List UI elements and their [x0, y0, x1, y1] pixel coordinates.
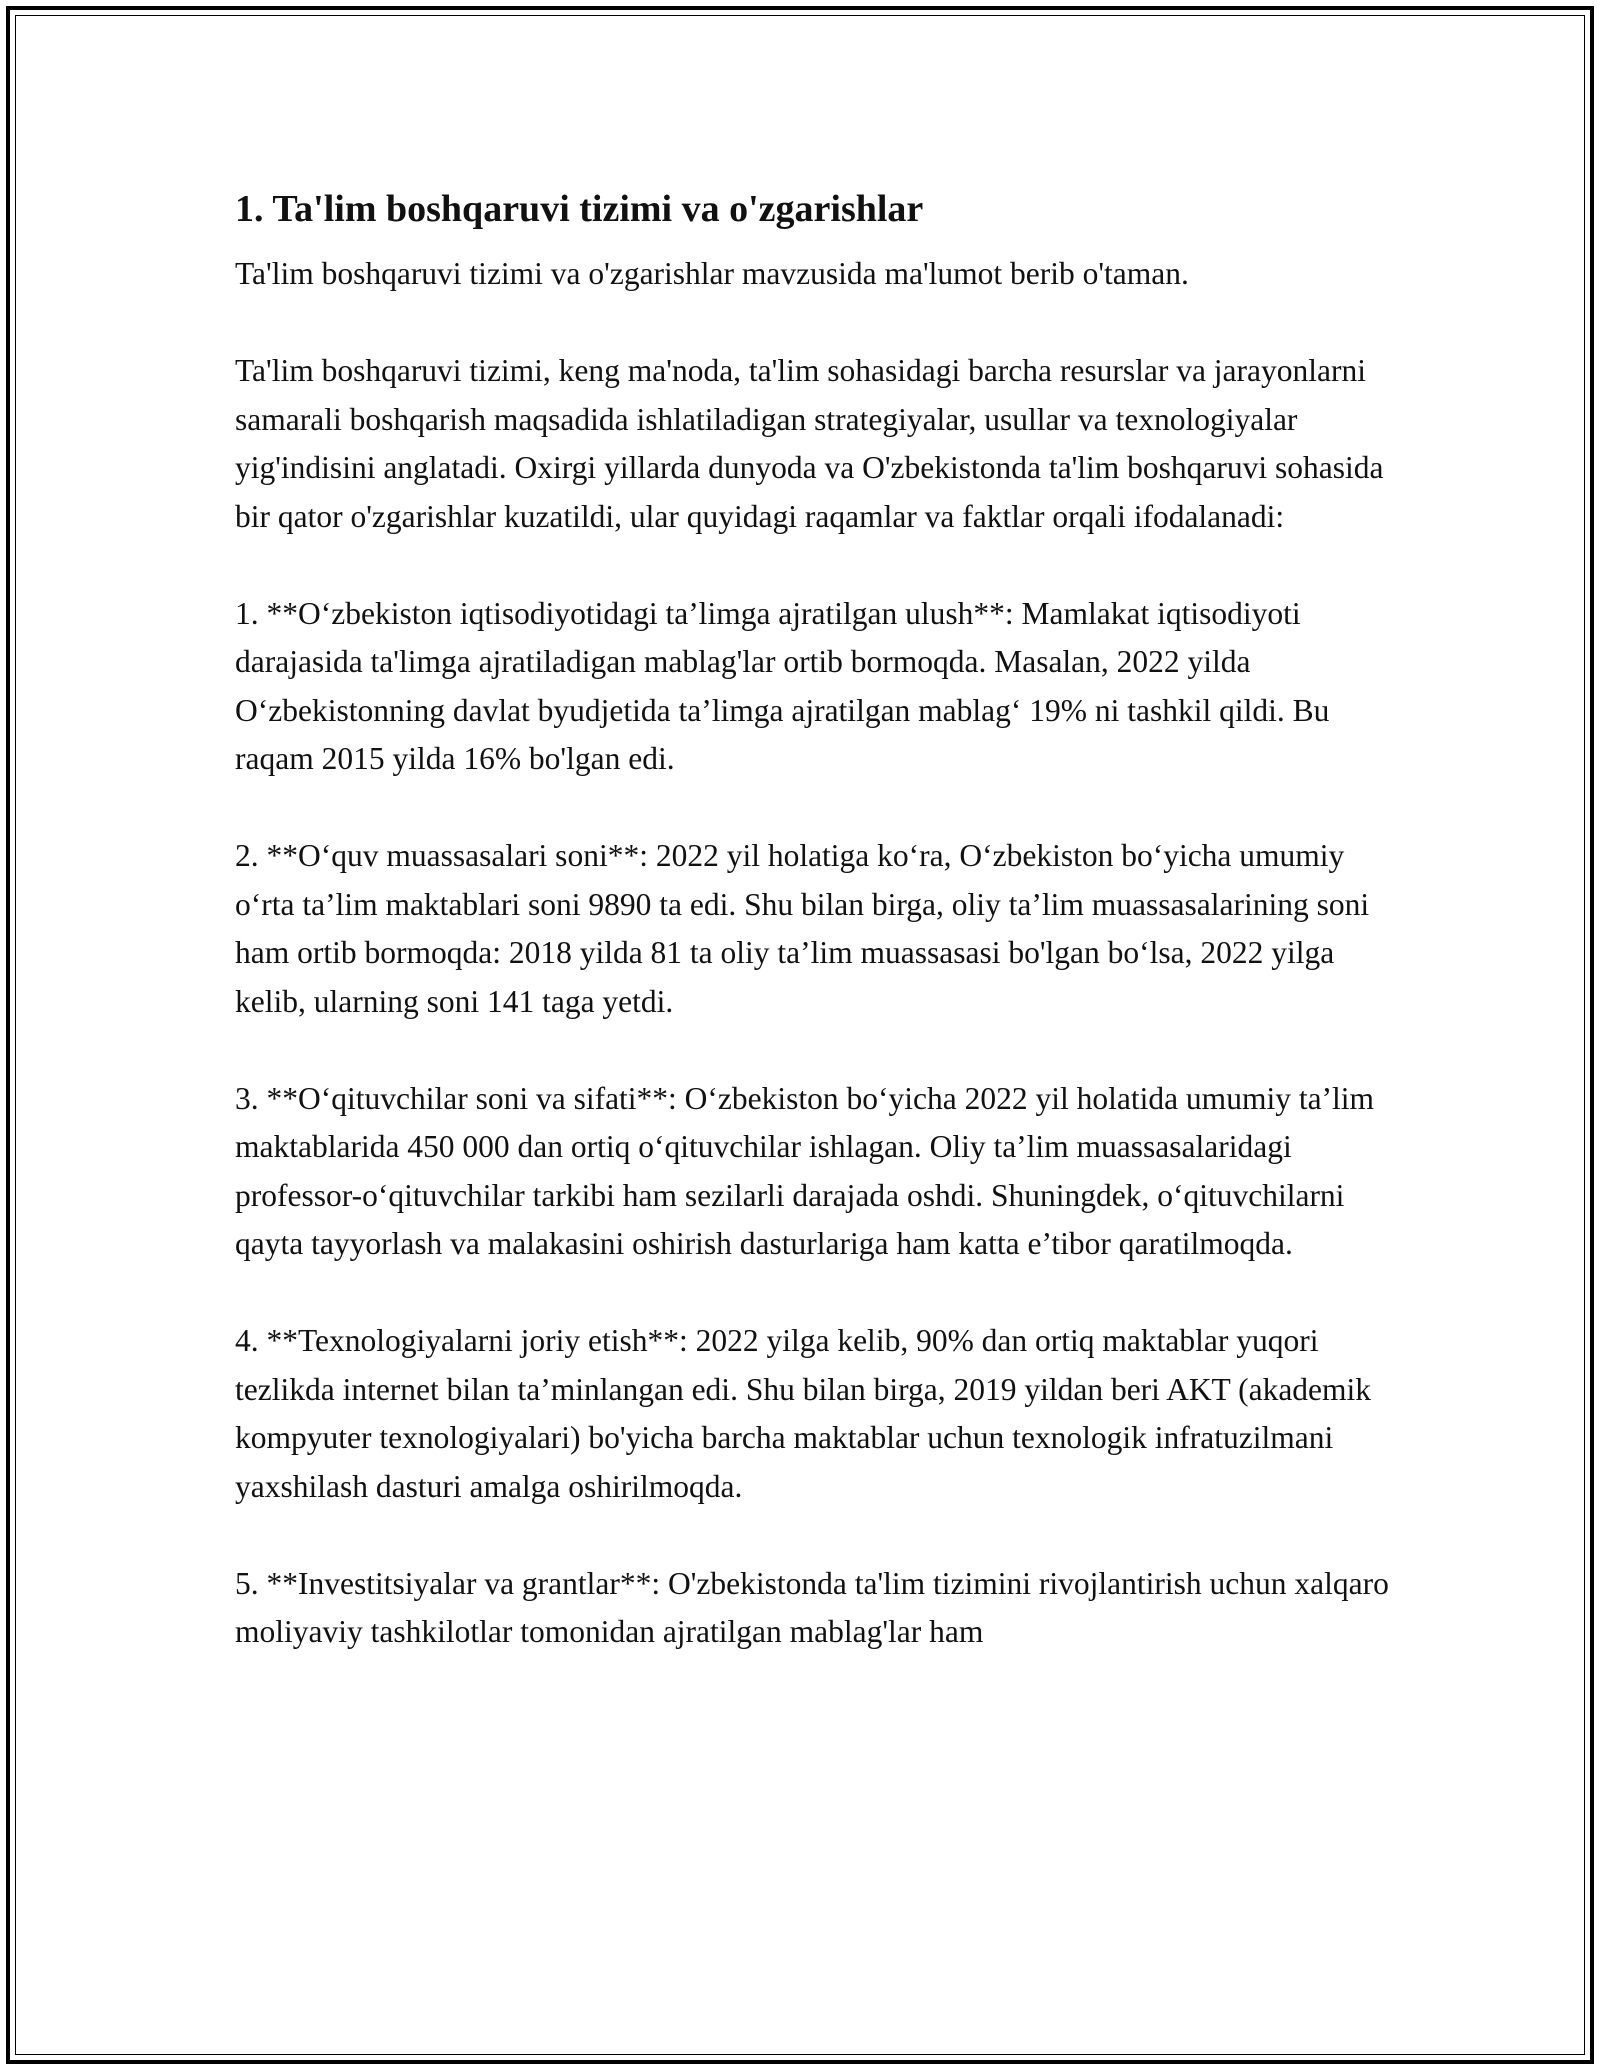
- document-title: 1. Ta'lim boshqaruvi tizimi va o'zgarishlar: [235, 188, 924, 230]
- list-item-5: 5. **Investitsiyalar va grantlar**: O'zbekistonda ta'lim tizimini rivojlantirish uchun xalqaro moliyaviy tashkilotlar tomonidan ajratilgan mablag'lar ham: [235, 1565, 1389, 1650]
- list-item-1: 1. **O‘zbekiston iqtisodiyotidagi ta’limga ajratilgan ulush**: Mamlakat iqtisodiyoti darajasida ta'limga ajratiladigan mablag'lar ortib bormoqda. Masalan, 2022 yilda O‘zbekistonning davlat byudjetida ta’limga ajratilgan mablag‘ 19% ni tashkil qildi. Bu raqam 2015 yilda 16% bo'lgan edi.: [235, 595, 1330, 777]
- list-item-4: 4. **Texnologiyalarni joriy etish**: 2022 yilga kelib, 90% dan ortiq maktablar yuqori tezlikda internet bilan ta’minlangan edi. Shu bilan birga, 2019 yildan beri AKT (akademik kompyuter texnologiyalari) bo'yicha barcha maktablar uchun texnologik infratuzilmani yaxshilash dasturi amalga oshirilmoqda.: [235, 1323, 1372, 1504]
- document-body: [235, 185, 1400, 1657]
- list-item-3: 3. **O‘qituvchilar soni va sifati**: O‘zbekiston bo‘yicha 2022 yil holatida umumiy ta’lim maktablarida 450 000 dan ortiq o‘qituvchilar ishlagan. Oliy ta’lim muassasalaridagi professor-o‘qituvchilar tarkibi ham sezilarli darajada oshdi. Shuningdek, o‘qituvchilarni qayta tayyorlash va malakasini oshirish dasturlariga ham katta e’tibor qaratilmoqda.: [235, 1080, 1375, 1262]
- list-item-2: 2. **O‘quv muassasalari soni**: 2022 yil holatiga ko‘ra, O‘zbekiston bo‘yicha umumiy o‘rta ta’lim maktablari soni 9890 ta edi. Shu bilan birga, oliy ta’lim muassasalarining soni ham ortib bormoqda: 2018 yilda 81 ta oliy ta’lim muassasasi bo'lgan bo‘lsa, 2022 yilga kelib, ularning soni 141 taga yetdi.: [235, 838, 1370, 1019]
- overview-paragraph: Ta'lim boshqaruvi tizimi, keng ma'noda, ta'lim sohasidagi barcha resurslar va jarayonlarni samarali boshqarish maqsadida ishlatiladigan strategiyalar, usullar va texnologiyalar yig'indisini anglatadi. Oxirgi yillarda dunyoda va O'zbekistonda ta'lim boshqaruvi sohasida bir qator o'zgarishlar kuzatildi, ular quyidagi raqamlar va faktlar orqali ifodalanadi:: [235, 353, 1384, 534]
- intro-paragraph: Ta'lim boshqaruvi tizimi va o'zgarishlar mavzusida ma'lumot berib o'taman.: [235, 256, 1189, 292]
